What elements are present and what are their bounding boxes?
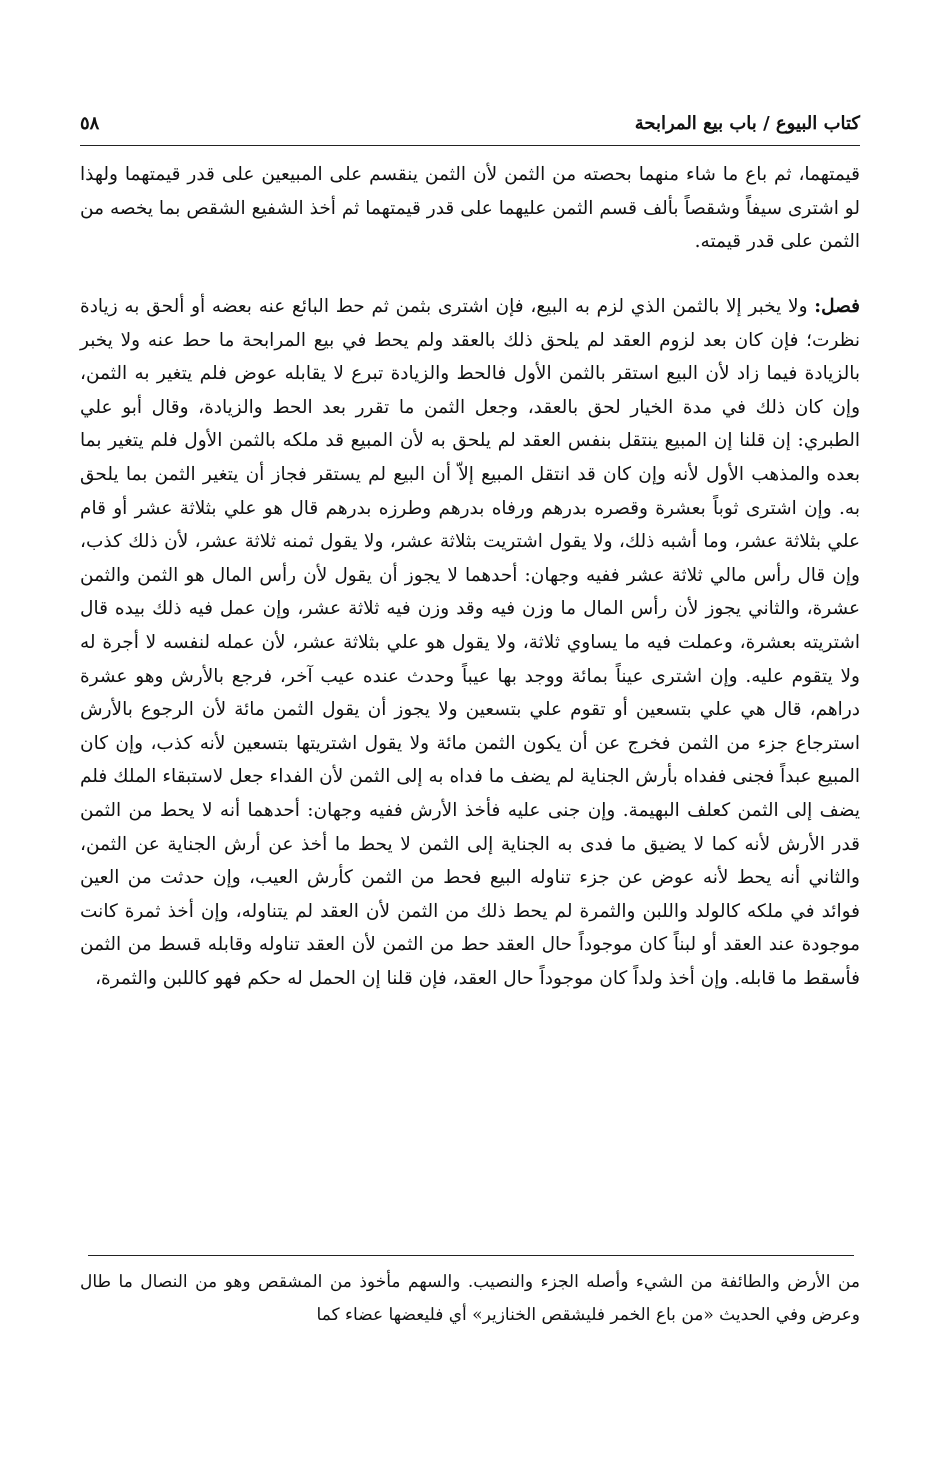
page-number: ٥٨ [80,113,100,134]
footnote: من الأرض والطائفة من الشيء وأصله الجزء والنصيب. والسهم مأخوذ من المشقص وهو من النصال ما طال وعرض وفي الحديث «من باع الخمر فليشقص الخنازير» أي فليعضها عضاء كما [80,1272,860,1325]
header-rule [80,145,860,146]
paragraph-fasl [80,290,860,995]
footnote-rule [88,1255,854,1256]
section-lead: فصل: [814,296,860,317]
paragraph-continuation: قيمتهما، ثم باع ما شاء منهما بحصته من الثمن لأن الثمن ينقسم على المبيعين على قدر قيمتهما ولهذا لو اشترى سيفاً وشقصاً بألف قسم الثمن عليهما على قدر قيمتهما ثم أخذ الشفيع الشقص بما يخصه من الثمن على قدر قيمته. [80,164,860,253]
section-body: ولا يخبر إلا بالثمن الذي لزم به البيع، فإن اشترى بثمن ثم حط البائع عنه بعضه أو ألحق به زيادة نظرت؛ فإن كان بعد لزوم العقد لم يلحق ذلك بالعقد ولم يحط في بيع المرابحة ما حط عنه ولا يخبر بالزيادة فيما زاد لأن البيع استقر بالثمن الأول فالحط والزيادة تبرع لا يقابله عوض فلم يتغير به الثمن، وإن كان ذلك في مدة الخيار لحق بالعقد، وجعل الثمن ما تقرر بعد الحط والزيادة، وقال أبو علي الطبري: إن قلنا إن المبيع ينتقل بنفس العقد لم يلحق به لأن المبيع قد ملكه بالثمن الأول فلم يتغير بما بعده والمذهب الأول لأنه وإن كان قد انتقل المبيع إلاّ أن البيع لم يستقر فجاز أن يتغير الثمن بما يلحق به. وإن اشترى ثوباً بعشرة وقصره بدرهم ورفاه بدرهم وطرزه بدرهم قال هو علي بثلاثة عشر أو قام علي بثلاثة عشر، وما أشبه ذلك، ولا يقول اشتريت بثلاثة عشر، ولا يقول ثمنه ثلاثة عشر، لأن ذلك كذب، وإن قال رأس مالي ثلاثة عشر ففيه وجهان: أحدهما لا يجوز أن يقول لأن رأس المال هو الثمن والثمن عشرة، والثاني يجوز لأن رأس المال ما وزن فيه وقد وزن فيه ثلاثة عشر، وإن عمل فيه ذلك بيده قال اشتريته بعشرة، وعملت فيه ما يساوي ثلاثة، ولا يقول هو علي بثلاثة عشر، لأن عمله لنفسه لا أجرة له ولا يتقوم عليه. وإن اشترى عيناً بمائة ووجد بها عيباً وحدث عنده عيب آخر، فرجع بالأرش وهو عشرة دراهم، قال هي علي بتسعين أو تقوم علي بتسعين ولا يجوز أن يقول الثمن مائة لأن الرجوع بالأرش استرجاع جزء من الثمن فخرج عن أن يكون الثمن مائة ولا يقول اشتريتها بتسعين لأنه كذب، وإن كان المبيع عبداً فجنى ففداه بأرش الجناية لم يضف ما فداه به إلى الثمن لأن الفداء جعل لاستبقاء الملك فلم يضف إلى الثمن كعلف البهيمة. وإن جنى عليه فأخذ الأرش ففيه وجهان: أحدهما أنه لا يحط من الثمن قدر الأرش لأنه كما لا يضيق ما فدى به الجناية إلى الثمن لا يحط ما أخذ عن أرش الجناية عن الثمن، والثاني أنه يحط لأنه عوض عن جزء تناوله البيع فحط من الثمن كأرش العيب، وإن حدثت من العين فوائد في ملكه كالولد واللبن والثمرة لم يحط ذلك من الثمن لأن العقد لم يتناوله، وإن أخذ ثمرة كانت موجودة عند العقد أو لبناً كان موجوداً حال العقد حط من الثمن لأن العقد تناوله وقابله قسط من الثمن فأسقط ما قابله. وإن أخذ ولداً كان موجوداً حال العقد، فإن قلنا إن الحمل له حكم فهو كاللبن والثمرة، [80,296,860,989]
page-header [80,113,860,143]
running-title: كتاب البيوع / باب بيع المرابحة [634,113,860,134]
